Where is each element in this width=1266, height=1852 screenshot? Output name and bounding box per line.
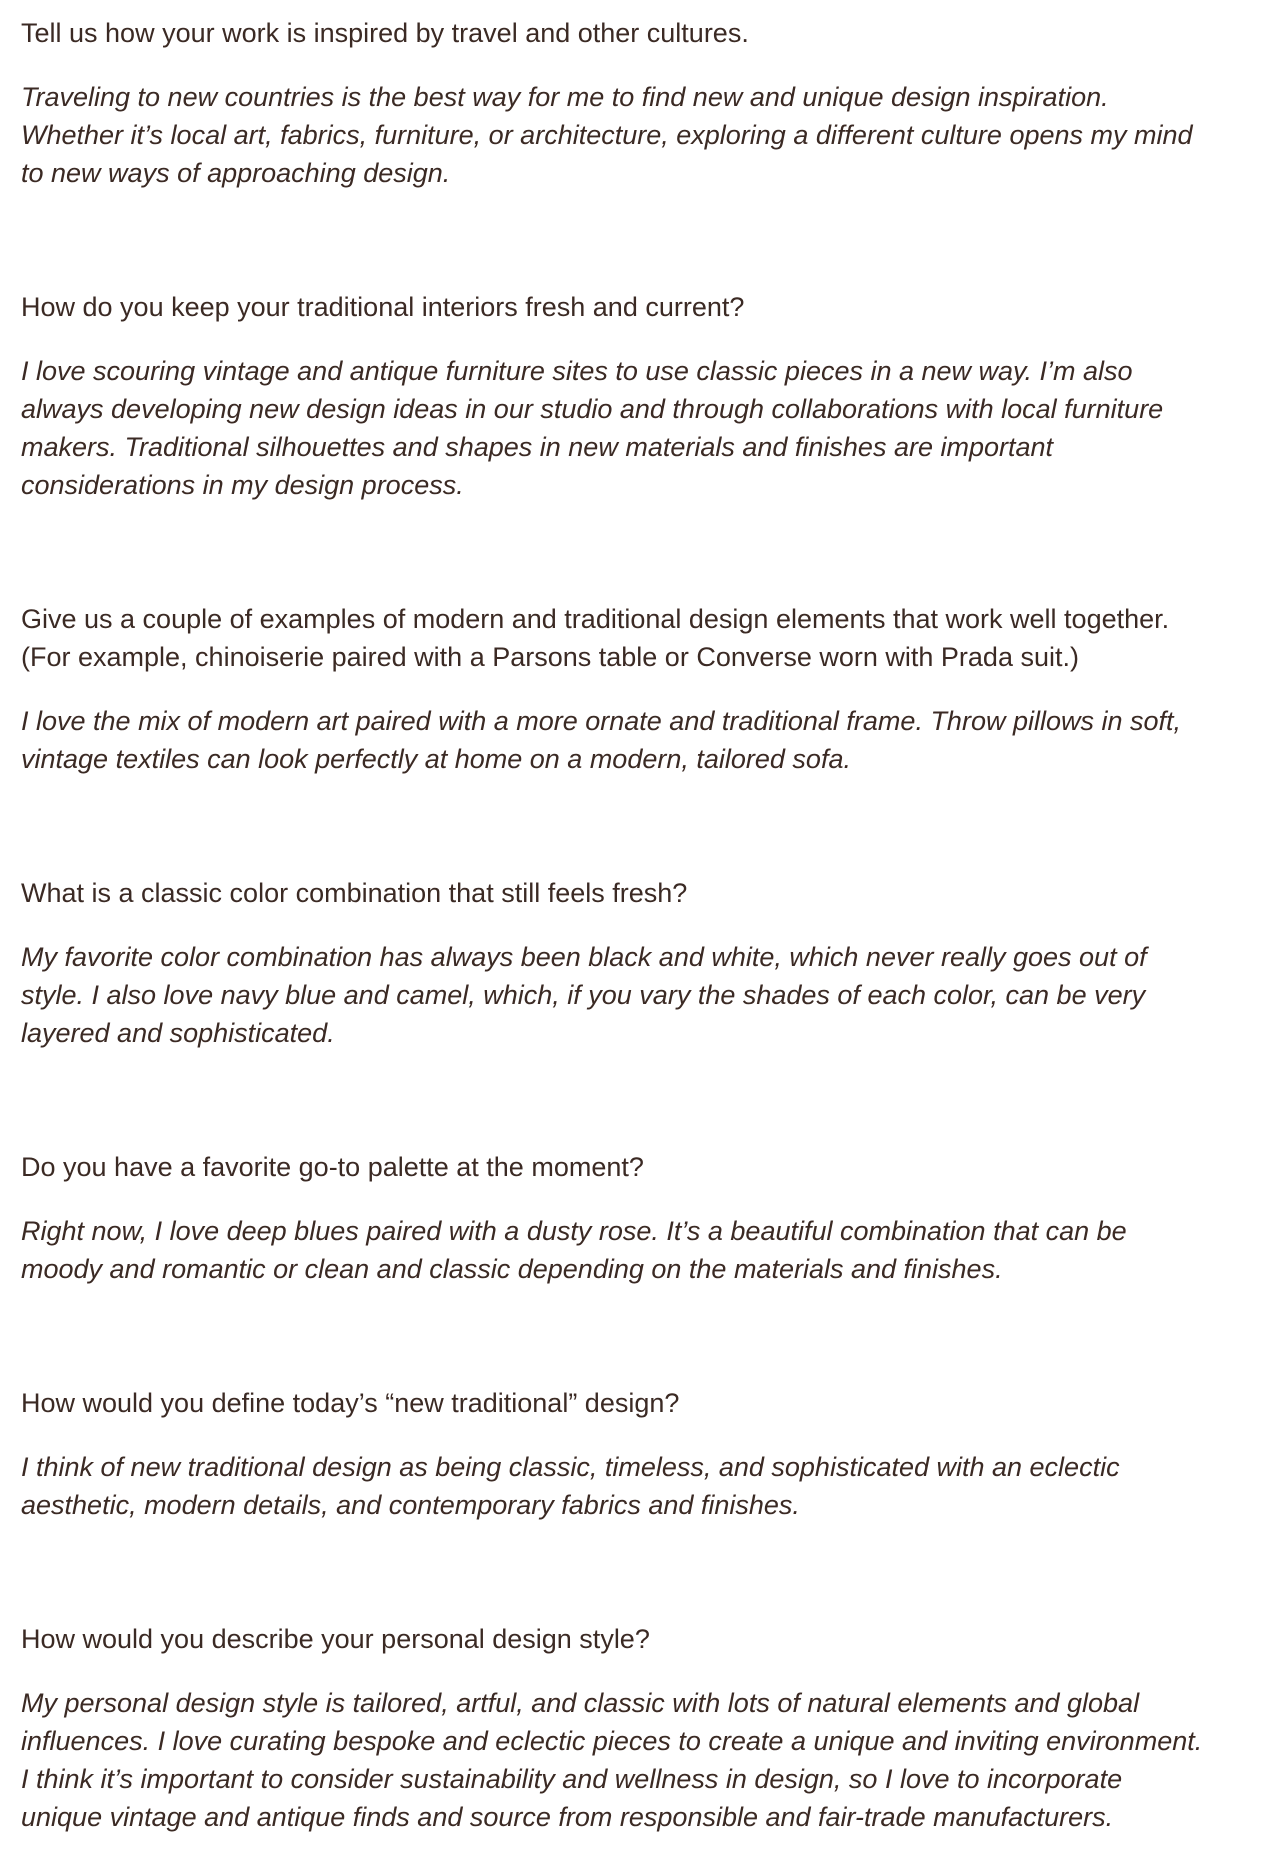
- answer-text: My personal design style is tailored, artful, and classic with lots of natural elements and global influences. I love curating bespoke and eclectic pieces to create a unique and inviting environment. I think it’s important to consider sustainability and wellness in design, so I love to incorporate unique vintage and antique finds and source from responsible and fair-trade manufacturers.: [21, 1688, 1203, 1832]
- question-text: Tell us how your work is inspired by travel and other cultures.: [21, 18, 749, 48]
- question-text: How would you define today’s “new traditional” design?: [21, 1388, 680, 1418]
- qa-item-travel: [21, 14, 1205, 192]
- answer-text: I think of new traditional design as being classic, timeless, and sophisticated with an eclectic aesthetic, modern details, and contemporary fabrics and finishes.: [21, 1452, 1120, 1520]
- qa-item-fresh-interiors: [21, 288, 1205, 504]
- question-text: Give us a couple of examples of modern and traditional design elements that work well together. (For example, chinoiserie paired with a Parsons table or Converse worn with Prada suit.): [21, 604, 1170, 672]
- qa-item-personal-style: [21, 1620, 1205, 1836]
- qa-item-palette: [21, 1148, 1205, 1288]
- qa-item-modern-traditional: [21, 600, 1205, 778]
- question-text: What is a classic color combination that still feels fresh?: [21, 878, 688, 908]
- qa-item-new-traditional: [21, 1384, 1205, 1524]
- question-text: How do you keep your traditional interiors fresh and current?: [21, 292, 745, 322]
- answer-text: Traveling to new countries is the best way for me to find new and unique design inspiration. Whether it’s local art, fabrics, furniture, or architecture, exploring a different culture opens my mind to new ways of approaching design.: [21, 82, 1193, 188]
- answer-text: I love scouring vintage and antique furniture sites to use classic pieces in a new way. I’m also always developing new design ideas in our studio and through collaborations with local furniture makers. Traditional silhouettes and shapes in new materials and finishes are important considerations in my design process.: [21, 356, 1164, 500]
- answer-text: My favorite color combination has always been black and white, which never really goes out of style. I also love navy blue and camel, which, if you vary the shades of each color, can be very layered and sophisticated.: [21, 942, 1147, 1048]
- qa-item-color-combination: [21, 874, 1205, 1052]
- answer-text: Right now, I love deep blues paired with a dusty rose. It’s a beautiful combination that can be moody and romantic or clean and classic depending on the materials and finishes.: [21, 1216, 1127, 1284]
- question-text: How would you describe your personal design style?: [21, 1624, 650, 1654]
- question-text: Do you have a favorite go-to palette at the moment?: [21, 1152, 644, 1182]
- answer-text: I love the mix of modern art paired with a more ornate and traditional frame. Throw pillows in soft, vintage textiles can look perfectly at home on a modern, tailored sofa.: [21, 706, 1182, 774]
